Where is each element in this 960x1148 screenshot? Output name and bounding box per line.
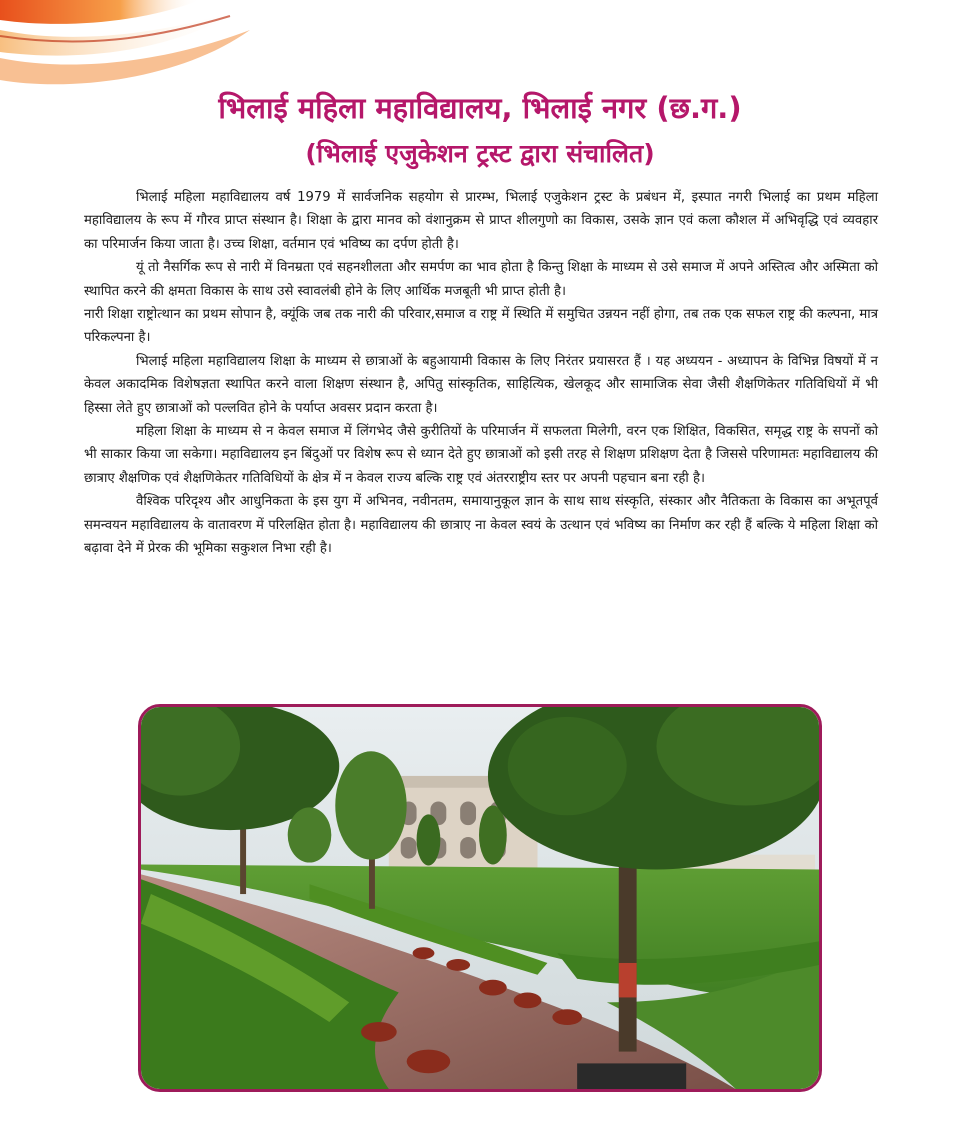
campus-garden-illustration <box>141 707 819 1089</box>
page-subtitle: (भिलाई एजुकेशन ट्रस्ट द्वारा संचालित) <box>305 139 655 168</box>
paragraph-5: महिला शिक्षा के माध्यम से न केवल समाज में लिंगभेद जैसे कुरीतियों के परिमार्जन में सफलता मिलेगी, वरन एक शिक्षित, विकसित, समृद्ध राष्ट्र के सपनों को भी साकार किया जा सकेगा। महाविद्यालय इन बिंदुओं पर विशेष रूप से ध्यान देते हुए छात्राओं को इसी तरह से शिक्षण प्रशिक्षण देता है जिससे परिणामतः महाविद्यालय की छात्राए शैक्षणिक एवं शैक्षणिकेतर गतिविधियों के क्षेत्र में न केवल राज्य बल्कि राष्ट्र एवं अंतरराष्ट्रीय स्तर पर अपनी पहचान बना रही है। <box>84 424 878 486</box>
decorative-swoosh <box>0 0 260 100</box>
page-title: भिलाई महिला महाविद्यालय, भिलाई नगर (छ.ग.) <box>218 91 742 125</box>
body-text <box>84 186 878 561</box>
campus-photo <box>138 704 822 1092</box>
paragraph-4: भिलाई महिला महाविद्यालय शिक्षा के माध्यम से छात्राओं के बहुआयामी विकास के लिए निरंतर प्रयासरत हैं । यह अध्ययन - अध्यापन के विभिन्न विषयों में न केवल अकादमिक विशेषज्ञता स्थापित करने वाला शिक्षण संस्थान है, अपितु सांस्कृतिक, साहित्यिक, खेलकूद और सामाजिक सेवा जैसी शैक्षणिकेतर गतिविधियों में भी हिस्सा लेते हुए छात्राओं को पल्लवित होने के पर्याप्त अवसर प्रदान करता है। <box>84 353 878 416</box>
paragraph-2: यूं तो नैसर्गिक रूप से नारी में विनम्रता एवं सहनशीलता और समर्पण का भाव होता है किन्तु शिक्षा के माध्यम से उसे समाज में अपने अस्तित्व और अस्मिता को स्थापित करने की क्षमता विकास के साथ उसे स्वावलंबी होने के लिए आर्थिक मजबूती भी प्राप्त होती है। <box>84 260 878 299</box>
paragraph-3: नारी शिक्षा राष्ट्रोत्थान का प्रथम सोपान है, क्यूंकि जब तक नारी की परिवार,समाज व राष्ट्र में स्थिति में समुचित उन्नयन नहीं होगा, तब तक एक सफल राष्ट्र की कल्पना, मात्र परिकल्पना है। <box>84 307 878 346</box>
paragraph-6: वैश्विक परिदृश्य और आधुनिकता के इस युग में अभिनव, नवीनतम, समायानुकूल ज्ञान के साथ साथ संस्कृति, संस्कार और नैतिकता के विकास का अभूतपूर्व समन्वयन महाविद्यालय के वातावरण में परिलक्षित होता है। महाविद्यालय की छात्राए ना केवल स्वयं के उत्थान एवं भविष्य का निर्माण कर रही हैं बल्कि ये महिला शिक्षा को बढ़ावा देने में प्रेरक की भूमिका सकुशल निभा रही है। <box>84 494 878 557</box>
paragraph-1: भिलाई महिला महाविद्यालय वर्ष 1979 में सार्वजनिक सहयोग से प्रारम्भ, भिलाई एजुकेशन ट्रस्ट के प्रबंधन में, इस्पात नगरी भिलाई का प्रथम महिला महाविद्यालय के रूप में गौरव प्राप्त संस्थान है। शिक्षा के द्वारा मानव को वंशानुक्रम से प्राप्त शीलगुणो का विकास, उसके ज्ञान एवं कला कौशल में अभिवृद्धि एवं व्यवहार का परिमार्जन किया जाता है। उच्च शिक्षा, वर्तमान एवं भविष्य का दर्पण होती है। <box>84 190 878 252</box>
